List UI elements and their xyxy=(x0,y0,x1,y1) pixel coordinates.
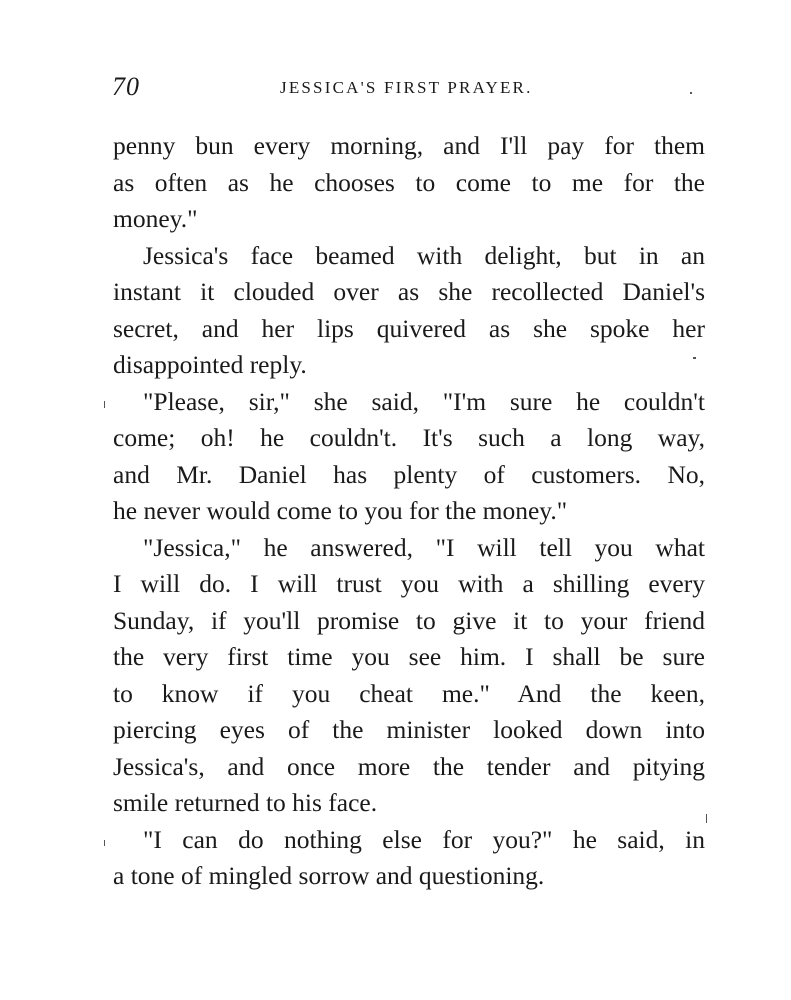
text-line: piercing eyes of the minister looked down into xyxy=(113,715,705,744)
text-line: instant it clouded over as she recollected Daniel's xyxy=(113,277,705,306)
text-line: Jessica's, and once more the tender and pitying xyxy=(113,751,705,781)
text-line: smile returned to his face. xyxy=(113,788,378,817)
text-line: and Mr. Daniel has plenty of customers. No, xyxy=(113,459,705,489)
text-line: as often as he chooses to come to me for the xyxy=(113,167,705,197)
scan-speck xyxy=(104,401,105,408)
text-line: money." xyxy=(113,204,198,233)
text-line: "I can do nothing else for you?" he said, in xyxy=(143,824,705,854)
text-line: the very first time you see him. I shall be sure xyxy=(113,642,705,671)
text-line: "Please, sir," she said, "I'm sure he couldn't xyxy=(143,386,705,416)
text-line: disappointed reply. xyxy=(113,350,307,379)
text-line: a tone of mingled sorrow and questioning. xyxy=(113,861,545,890)
scan-speck xyxy=(693,357,696,359)
page-number: 70 xyxy=(112,72,140,101)
text-line: "Jessica," he answered, "I will tell you what xyxy=(143,532,705,562)
text-line: secret, and her lips quivered as she spoke her xyxy=(113,313,705,343)
running-title: JESSICA'S FIRST PRAYER. xyxy=(280,78,533,97)
text-line: come; oh! he couldn't. It's such a long way, xyxy=(113,423,705,452)
text-line: I will do. I will trust you with a shilling every xyxy=(113,569,705,598)
running-head xyxy=(112,72,712,102)
scan-speck xyxy=(690,92,692,94)
text-line: to know if you cheat me." And the keen, xyxy=(113,678,705,708)
body-text xyxy=(113,128,705,895)
text-line: Sunday, if you'll promise to give it to your friend xyxy=(113,605,705,635)
text-line: penny bun every morning, and I'll pay for them xyxy=(113,131,705,160)
scan-speck xyxy=(104,840,105,846)
text-line: he never would come to you for the money." xyxy=(113,496,568,525)
scan-speck xyxy=(706,814,707,823)
text-line: Jessica's face beamed with delight, but in an xyxy=(143,240,705,270)
